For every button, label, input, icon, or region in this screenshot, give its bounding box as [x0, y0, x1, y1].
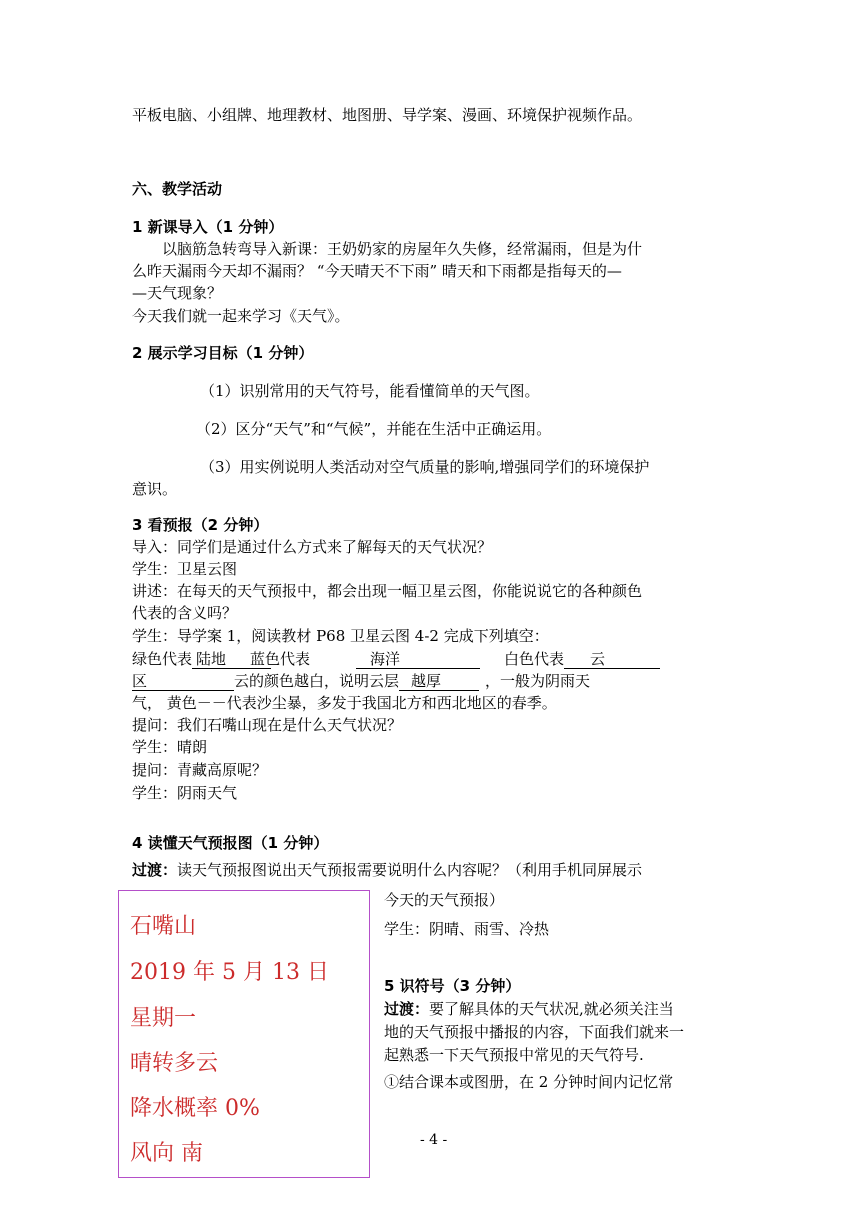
cloud-after: ，一般为阴雨天 — [485, 672, 591, 690]
s3-line: 学生：导学案 1，阅读教材 P68 卫星云图 4-2 完成下列填空： — [132, 627, 549, 645]
s2-title: 2 展示学习目标（1 分钟） — [132, 344, 314, 362]
transition-label: 过渡： — [384, 1000, 430, 1018]
goal-3-cont: 意识。 — [132, 480, 178, 498]
white-answer: 云 — [564, 650, 660, 669]
s3-line: 学生：阴雨天气 — [132, 784, 238, 802]
s4-transition — [132, 859, 642, 881]
fill-line — [504, 648, 660, 670]
forecast-city: 石嘴山 — [130, 914, 197, 939]
forecast-weather: 晴转多云 — [130, 1051, 219, 1076]
s5-transition — [384, 998, 674, 1020]
s1-title: 1 新课导入（1 分钟） — [132, 218, 284, 236]
goal-2: （2）区分“天气”和“气候”，并能在生活中正确运用。 — [196, 420, 552, 438]
page-number: - 4 - — [420, 1132, 448, 1148]
s1-para-line: 以脑筋急转弯导入新课：王奶奶家的房屋年久失修，经常漏雨，但是为什 — [162, 240, 643, 258]
fill-line — [356, 648, 480, 670]
cloud-text: 云的颜色越白，说明云层 — [234, 672, 400, 690]
white-answer-cont: 区 — [132, 672, 234, 691]
s1-para-line: 今天我们就一起来学习《天气》。 — [132, 307, 350, 325]
s3-line: 讲述：在每天的天气预报中，都会出现一幅卫星云图，你能说说它的各种颜色 — [132, 582, 643, 600]
s3-line: 提问：青藏高原呢？ — [132, 761, 268, 779]
goal-3: （3）用实例说明人类活动对空气质量的影响,增强同学们的环境保护 — [200, 458, 650, 476]
goal-1: （1）识别常用的天气符号，能看懂简单的天气图。 — [200, 382, 540, 400]
s3-line: 学生：晴朗 — [132, 738, 208, 756]
s5-line: 起熟悉一下天气预报中常见的天气符号. — [384, 1046, 644, 1064]
s3-line: 学生：卫星云图 — [132, 560, 238, 578]
white-label: 白色代表 — [504, 650, 565, 668]
s5-title: 5 识符号（3 分钟） — [384, 977, 521, 995]
forecast-wind: 风向 南 — [130, 1141, 203, 1166]
fill-line-2 — [132, 670, 590, 692]
blue-label: 蓝色代表 — [250, 650, 311, 668]
s3-line: 代表的含义吗？ — [132, 604, 238, 622]
transition-text: 读天气预报图说出天气预报需要说明什么内容呢？（利用手机同屏展示 — [177, 861, 643, 879]
green-label: 绿色代表 — [132, 650, 193, 668]
s3-title: 3 看预报（2 分钟） — [132, 516, 269, 534]
s3-line: 导入：同学们是通过什么方式来了解每天的天气状况？ — [132, 538, 493, 556]
blue-answer: 海洋 — [356, 650, 480, 669]
s3-line: 提问：我们石嘴山现在是什么天气状况？ — [132, 716, 403, 734]
fill-line — [250, 648, 310, 670]
forecast-rain: 降水概率 0% — [130, 1096, 260, 1121]
transition-label: 过渡： — [132, 861, 178, 879]
transition-text: 要了解具体的天气状况,就必须关注当 — [429, 1000, 674, 1018]
section-title: 六、教学活动 — [132, 180, 223, 198]
green-answer: 陆地 — [192, 650, 271, 669]
cloud-answer: 越厚 — [399, 672, 479, 691]
s1-para-line: —天气现象？ — [132, 284, 223, 302]
s5-line: 地的天气预报中播报的内容，下面我们就来一 — [384, 1023, 685, 1041]
s4-student: 学生：阴晴、雨雪、冷热 — [384, 920, 550, 938]
s5-line: ①结合课本或图册，在 2 分钟时间内记忆常 — [384, 1073, 674, 1091]
s4-title: 4 读懂天气预报图（1 分钟） — [132, 834, 329, 852]
forecast-date: 2019 年 5 月 13 日 — [130, 960, 329, 985]
forecast-weekday: 星期一 — [130, 1006, 197, 1031]
s1-para-line: 么昨天漏雨今天却不漏雨？ “今天晴天不下雨” 晴天和下雨都是指每天的— — [132, 262, 622, 280]
s3-line: 气， 黄色－－代表沙尘暴，多发于我国北方和西北地区的春季。 — [132, 694, 557, 712]
materials-line: 平板电脑、小组牌、地理教材、地图册、导学案、漫画、环境保护视频作品。 — [132, 106, 643, 124]
s4-transition-cont: 今天的天气预报） — [384, 891, 505, 909]
